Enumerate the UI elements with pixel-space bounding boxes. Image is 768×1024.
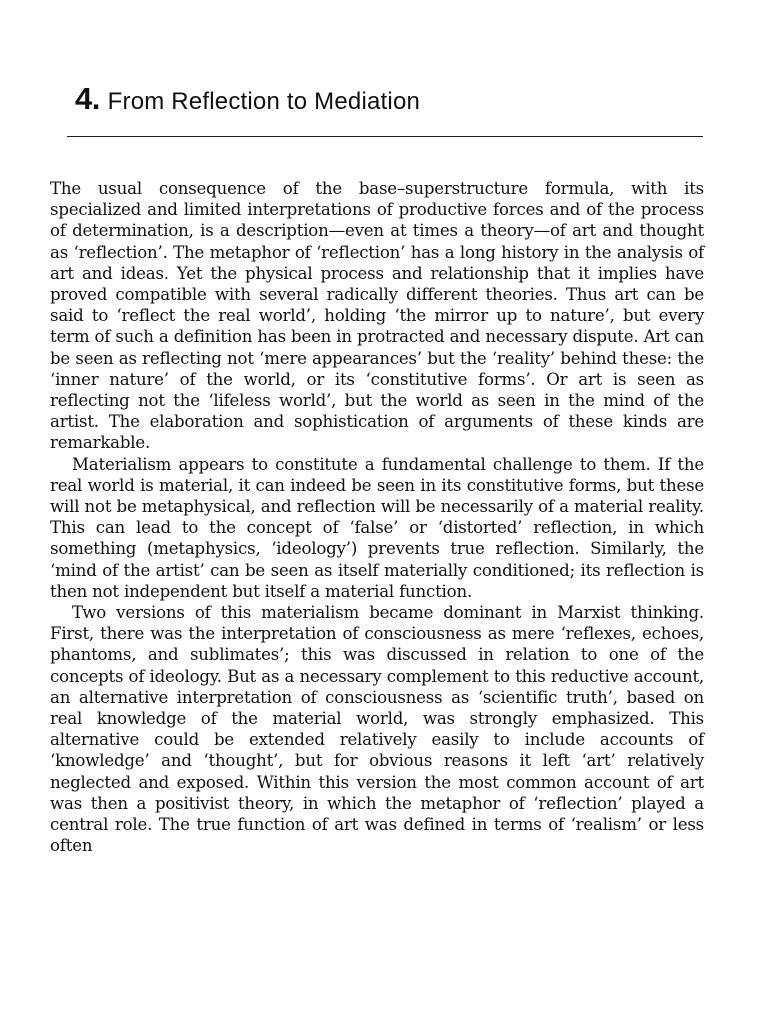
heading-rule — [67, 136, 703, 137]
chapter-heading — [75, 78, 420, 122]
chapter-body — [50, 178, 704, 857]
paragraph: Materialism appears to constitute a fundamental challenge to them. If the real world is material, it can indeed be seen in its constitutive forms, but these will not be metaphysical, and reflection will be necessarily of a material reality. This can lead to the concept of ‘false’ or ‘distorted’ reflection, in which something (metaphysics, ‘ideology’) prevents true reflection. Similarly, the ‘mind of the artist’ can be seen as itself materially conditioned; its reflection is then not independent but itself a material function. — [50, 454, 704, 601]
paragraph: The usual consequence of the base–superstructure formula, with its specialized and limited interpretations of productive forces and of the process of determination, is a description—even at times a theory—of art and thought as ‘reflection’. The metaphor of ‘reflection’ has a long history in the analysis of art and ideas. Yet the physical process and relationship that it implies have proved compatible with several radically different theories. Thus art can be said to ‘reflect the real world’, holding ‘the mirror up to nature’, but every term of such a definition has been in protracted and necessary dispute. Art can be seen as reflecting not ‘mere appearances’ but the ‘reality’ behind these: the ‘inner nature’ of the world, or its ‘constitutive forms’. Or art is seen as reflecting not the ‘lifeless world’, but the world as seen in the mind of the artist. The elaboration and sophistication of arguments of these kinds are remarkable. — [50, 179, 704, 453]
paragraph: Two versions of this materialism became dominant in Marxist thinking. First, there was the interpretation of consciousness as mere ‘reflexes, echoes, phantoms, and sublimates’; this was discussed in relation to one of the concepts of ideology. But as a necessary complement to this reductive account, an alternative interpretation of consciousness as ‘scientific truth’, based on real knowledge of the material world, was strongly emphasized. This alternative could be extended relatively easily to include accounts of ‘knowledge’ and ‘thought’, but for obvious reasons it left ‘art’ relatively neglected and exposed. Within this version the most common account of art was then a positivist theory, in which the metaphor of ‘reflection’ played a central role. The true function of art was defined in terms of ‘realism’ or less often — [50, 603, 704, 856]
chapter-number: 4. — [75, 81, 100, 116]
chapter-title: From Reflection to Mediation — [107, 88, 421, 115]
